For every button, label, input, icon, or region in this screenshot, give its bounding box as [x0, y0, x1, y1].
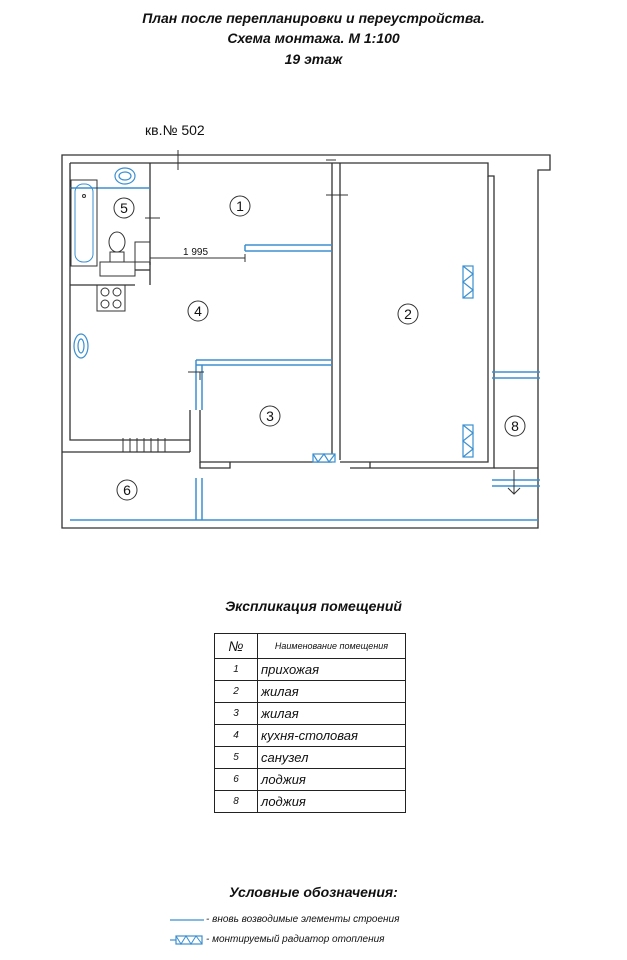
radiator-icon [170, 935, 206, 945]
row-name: жилая [258, 703, 406, 725]
radiator-icon [313, 266, 473, 462]
apartment-number: кв.№ 502 [145, 122, 205, 138]
table-row [215, 681, 406, 703]
table-row [215, 703, 406, 725]
room-label-4: 4 [194, 303, 202, 319]
toilet-icon [109, 232, 125, 262]
row-name: санузел [258, 747, 406, 769]
legend-item-new-walls [170, 914, 399, 925]
row-name: прихожая [258, 659, 406, 681]
room-label-3: 3 [266, 408, 274, 424]
new-partitions [70, 188, 540, 520]
room-label-6: 6 [123, 482, 131, 498]
room-label-8: 8 [511, 418, 519, 434]
legend-title: Условные обозначения: [229, 884, 398, 900]
row-number: 3 [215, 703, 258, 725]
room-label-1: 1 [236, 198, 244, 214]
row-name: лоджия [258, 769, 406, 791]
bathtub-icon [71, 180, 97, 266]
counter-icon [100, 242, 150, 276]
row-number: 8 [215, 791, 258, 813]
column-header-number: № [215, 634, 258, 659]
row-name: кухня-столовая [258, 725, 406, 747]
row-number: 4 [215, 725, 258, 747]
room-label-5: 5 [120, 200, 128, 216]
table-header-row [215, 634, 406, 659]
plan-title-line1: План после перепланировки и переустройства. [142, 10, 485, 26]
stove-icon [97, 285, 125, 311]
floor-label: 19 этаж [284, 51, 343, 67]
row-number: 1 [215, 659, 258, 681]
row-name: жилая [258, 681, 406, 703]
window-marks [123, 150, 348, 452]
row-name: лоджия [258, 791, 406, 813]
table-row [215, 769, 406, 791]
plan-title-line2: Схема монтажа. М 1:100 [227, 30, 400, 46]
legend-text-radiator: - монтируемый радиатор отопления [206, 934, 385, 945]
blue-line-icon [170, 915, 206, 925]
kitchen-sink-icon [74, 334, 88, 358]
table-row [215, 791, 406, 813]
interior-walls [70, 163, 488, 468]
legend-text-new-walls: - вновь возводимые элементы строения [206, 914, 400, 925]
door-arrow-icon [508, 470, 520, 494]
sink-icon [115, 168, 135, 184]
table-row [215, 725, 406, 747]
room-label-2: 2 [404, 306, 412, 322]
row-number: 2 [215, 681, 258, 703]
legend-item-radiator [170, 934, 385, 945]
dimension-label: 1 995 [183, 247, 209, 258]
explication-table [214, 633, 406, 813]
table-row [215, 747, 406, 769]
row-number: 6 [215, 769, 258, 791]
explication-title: Экспликация помещений [225, 598, 402, 614]
table-row [215, 659, 406, 681]
outer-walls [62, 155, 550, 528]
row-number: 5 [215, 747, 258, 769]
column-header-name: Наименование помещения [258, 634, 406, 659]
